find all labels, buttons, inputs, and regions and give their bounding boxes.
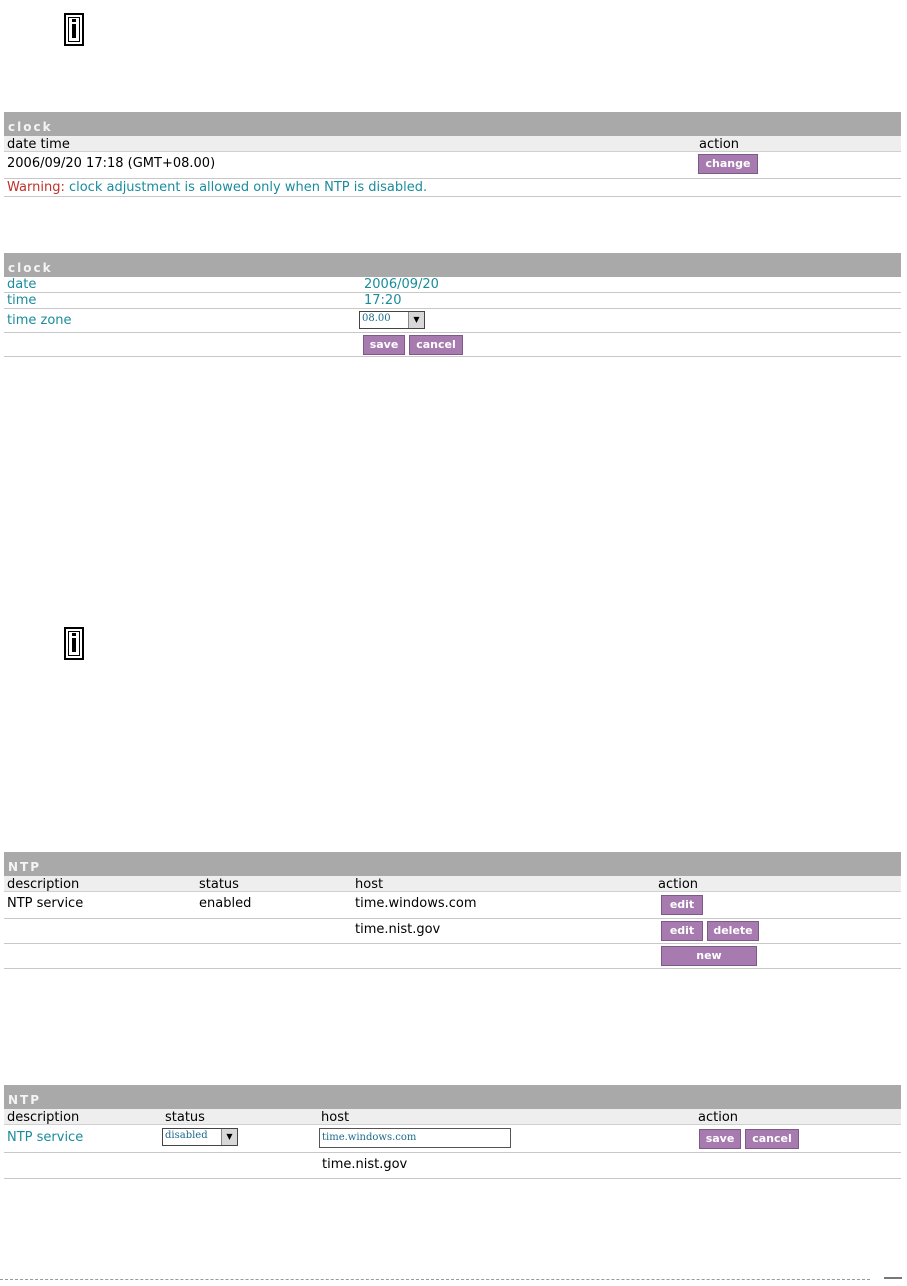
date-label: date [7, 277, 37, 292]
ntp-edit-panel [4, 1085, 901, 1179]
column-header-action: action [698, 1110, 739, 1125]
info-icon [64, 13, 84, 46]
host-input[interactable]: time.windows.com [319, 1128, 511, 1148]
ntp-host: time.windows.com [355, 896, 477, 911]
column-header-row [4, 1109, 901, 1125]
date-row [4, 277, 901, 293]
ntp-description: NTP service [7, 896, 84, 911]
info-icon [64, 627, 84, 660]
timezone-value: 08.00 [362, 313, 391, 324]
change-button[interactable]: change [698, 154, 758, 174]
column-header-row [4, 876, 901, 892]
clock-edit-panel [4, 253, 901, 357]
table-row [4, 892, 901, 919]
chevron-down-icon[interactable]: ▼ [408, 312, 424, 328]
new-button[interactable]: new [661, 946, 757, 966]
status-value: disabled [165, 1130, 208, 1141]
datetime-row [4, 152, 901, 179]
column-header-action: action [699, 137, 740, 152]
panel-header [4, 1085, 901, 1109]
table-row [4, 1153, 901, 1179]
panel-title: clock [8, 261, 53, 275]
cancel-button[interactable]: cancel [409, 335, 463, 355]
edit-button[interactable]: edit [661, 921, 703, 941]
warning-message [7, 180, 427, 195]
panel-header [4, 253, 901, 277]
edit-button[interactable]: edit [661, 895, 703, 915]
table-row [4, 944, 901, 969]
panel-title: NTP [8, 1093, 42, 1107]
time-value: 17:20 [364, 293, 402, 308]
save-button[interactable]: save [363, 335, 405, 355]
datetime-value: 2006/09/20 17:18 (GMT+08.00) [7, 156, 216, 171]
column-header-action: action [658, 877, 699, 892]
panel-title: clock [8, 120, 53, 134]
status-select[interactable] [162, 1128, 238, 1146]
column-header-description: description [7, 1110, 80, 1125]
time-row [4, 293, 901, 309]
ntp-list-panel [4, 852, 901, 969]
panel-title: NTP [8, 860, 42, 874]
footer-divider [0, 1279, 870, 1280]
timezone-row [4, 309, 901, 333]
save-button[interactable]: save [699, 1129, 741, 1149]
table-row [4, 919, 901, 944]
timezone-label: time zone [7, 313, 72, 328]
time-label: time [7, 293, 37, 308]
ntp-description: NTP service [7, 1130, 84, 1145]
column-header-row [4, 136, 901, 152]
warning-row [4, 179, 901, 197]
panel-header [4, 112, 901, 136]
column-header-status: status [165, 1110, 205, 1125]
warning-label: Warning: [7, 180, 65, 195]
delete-button[interactable]: delete [707, 921, 759, 941]
cancel-button[interactable]: cancel [745, 1129, 799, 1149]
warning-text: clock adjustment is allowed only when NTP is disabled. [64, 180, 428, 195]
column-header-host: host [321, 1110, 350, 1125]
buttons-row [4, 333, 901, 357]
column-header-datetime: date time [7, 137, 70, 152]
column-header-description: description [7, 877, 80, 892]
footer-mark [884, 1277, 902, 1279]
chevron-down-icon[interactable]: ▼ [221, 1129, 237, 1145]
timezone-select[interactable] [359, 311, 425, 329]
column-header-status: status [199, 877, 239, 892]
table-row [4, 1125, 901, 1153]
ntp-host: time.nist.gov [322, 1157, 408, 1172]
clock-status-panel [4, 112, 901, 197]
ntp-host: time.nist.gov [355, 922, 441, 937]
column-header-host: host [355, 877, 384, 892]
date-value: 2006/09/20 [364, 277, 439, 292]
panel-header [4, 852, 901, 876]
ntp-status: enabled [199, 896, 252, 911]
